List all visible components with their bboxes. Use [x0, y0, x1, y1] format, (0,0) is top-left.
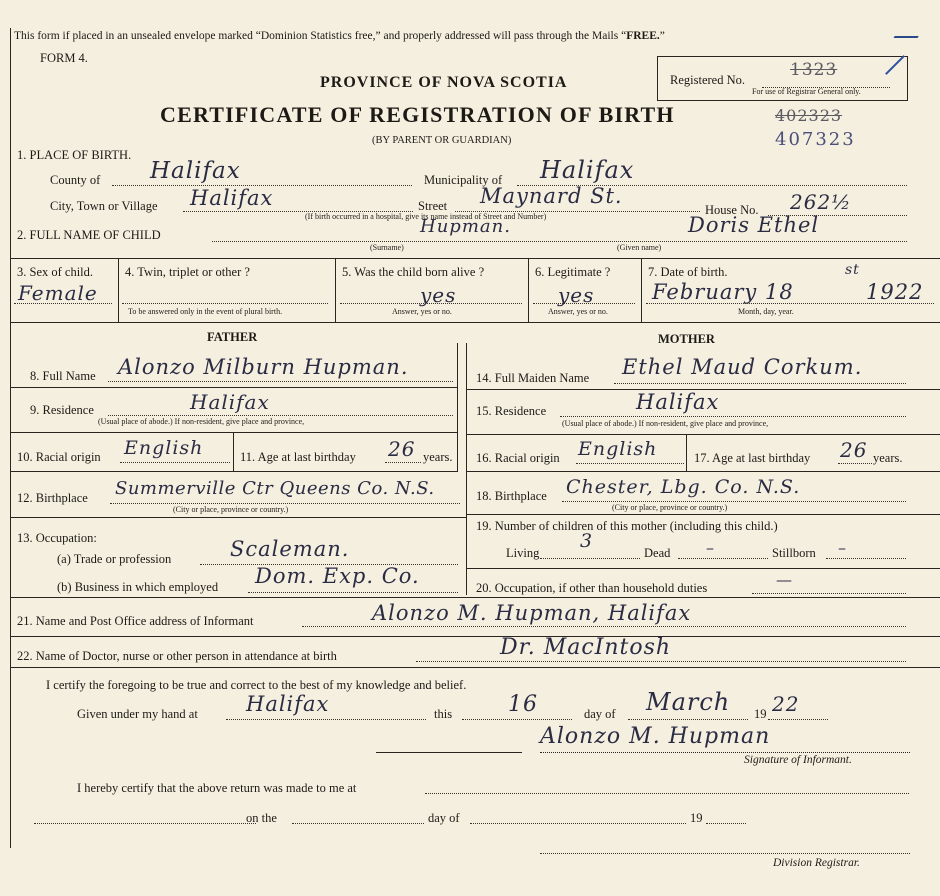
street-label: Street	[418, 199, 448, 213]
mother-dead-line	[678, 558, 768, 559]
father-age-label: 11. Age at last birthday	[240, 450, 356, 464]
registrar-day-line	[292, 823, 424, 824]
informant-top-rule	[10, 597, 940, 598]
mother-age-value: 26	[840, 438, 868, 462]
informant-rule	[10, 636, 940, 637]
informant-signature: Alonzo M. Hupman	[540, 724, 771, 749]
mother-years: years.	[873, 451, 903, 465]
registrar-statement: I hereby certify that the above return was made to me at	[77, 781, 357, 795]
alive-value: yes	[420, 283, 457, 307]
mother-heading: MOTHER	[658, 332, 715, 346]
registrar-year19: 19	[690, 811, 703, 825]
left-border	[10, 28, 11, 848]
parents-divider	[466, 343, 467, 595]
mother-rule-5	[466, 568, 940, 569]
father-trade-label: (a) Trade or profession	[57, 552, 172, 566]
mother-name-value: Ethel Maud Corkum.	[622, 355, 863, 379]
mail-notice-suffix: ”	[659, 30, 665, 42]
registrar-day-of: day of	[428, 811, 460, 825]
sex-label: 3. Sex of child.	[17, 265, 94, 279]
father-business-label: (b) Business in which employed	[57, 580, 219, 594]
city-label: City, Town or Village	[50, 199, 158, 213]
father-name-value: Alonzo Milburn Hupman.	[118, 355, 409, 379]
sex-value: Female	[18, 281, 98, 305]
father-rule-3	[10, 471, 458, 472]
child-given-value: Doris Ethel	[688, 213, 820, 237]
mother-name-line	[614, 383, 906, 384]
mother-rule-4	[466, 514, 940, 515]
signature-caption: Signature of Informant.	[744, 754, 852, 766]
doctor-rule	[10, 667, 940, 668]
certify-statement: I certify the foregoing to be true and correct to the best of my knowledge and belief.	[46, 678, 467, 692]
corner-checkmark	[894, 26, 925, 38]
day-of-label: day of	[584, 707, 616, 721]
mother-stillborn-value: –	[838, 538, 847, 557]
year-line	[768, 719, 828, 720]
father-birthplace-line	[110, 503, 460, 504]
mother-racial-label: 16. Racial origin	[476, 451, 560, 465]
father-residence-value: Halifax	[190, 390, 270, 414]
county-value: Halifax	[150, 158, 241, 184]
mother-living-line	[540, 558, 640, 559]
father-occupation-label: 13. Occupation:	[17, 531, 97, 545]
province-heading: PROVINCE OF NOVA SCOTIA	[320, 74, 568, 91]
doctor-value: Dr. MacIntosh	[500, 635, 672, 660]
mother-age-line	[838, 463, 872, 464]
date-year: 1922	[866, 280, 924, 304]
father-racial-label: 10. Racial origin	[17, 450, 101, 464]
alive-note: Answer, yes or no.	[392, 307, 452, 316]
father-age-value: 26	[388, 437, 416, 461]
house-label: House No.	[705, 203, 759, 217]
signature-line-right	[540, 752, 910, 753]
child-name-line	[212, 241, 907, 242]
given-caption: (Given name)	[617, 243, 662, 252]
date-note: Month, day, year.	[738, 307, 794, 316]
father-racial-value: English	[124, 437, 204, 459]
father-age-divider	[233, 432, 234, 471]
given-label: Given under my hand at	[77, 707, 198, 721]
mail-notice-text: This form if placed in an unsealed envelope marked “Dominion Statistics free,” and properly addressed will pass through the Mails “	[14, 30, 627, 42]
mother-stillborn-label: Stillborn	[772, 546, 816, 560]
father-age-line	[385, 462, 421, 463]
date-label: 7. Date of birth.	[648, 265, 728, 279]
father-birthplace-note: (City or place, province or country.)	[173, 505, 289, 514]
legit-label: 6. Legitimate ?	[535, 265, 611, 279]
registered-label: Registered No.	[670, 73, 745, 87]
legit-note: Answer, yes or no.	[548, 307, 608, 316]
details-bottom-rule	[10, 322, 940, 323]
details-divider-1	[118, 258, 119, 322]
city-value: Halifax	[190, 186, 274, 210]
signature-line	[376, 752, 522, 753]
father-residence-label: 9. Residence	[30, 403, 94, 417]
hospital-note: (If birth occurred in a hospital, give its name instead of Street and Number)	[305, 212, 547, 221]
father-rule-2	[10, 432, 458, 433]
mother-racial-line	[576, 463, 684, 464]
registrar-on-the: on the	[246, 811, 277, 825]
day-value: 16	[508, 692, 538, 717]
mother-birthplace-note: (City or place, province or country.)	[612, 503, 728, 512]
alive-label: 5. Was the child born alive ?	[342, 265, 485, 279]
month-line	[628, 719, 748, 720]
father-name-line	[108, 381, 453, 382]
mail-notice-free: FREE.	[626, 30, 660, 42]
mother-rule-2	[466, 434, 940, 435]
father-right-border	[457, 343, 458, 471]
form-number: FORM 4.	[40, 51, 88, 65]
registrar-date-line-left	[34, 823, 256, 824]
this-label: this	[434, 707, 453, 721]
certificate-subtitle: (BY PARENT OR GUARDIAN)	[372, 135, 512, 146]
date-line	[646, 303, 934, 304]
father-business-line	[248, 592, 458, 593]
father-heading: FATHER	[207, 330, 258, 344]
legit-value: yes	[558, 283, 595, 307]
informant-label: 21. Name and Post Office address of Informant	[17, 614, 254, 628]
registrar-signature-line	[540, 853, 910, 854]
date-value: February 18	[652, 280, 794, 304]
details-divider-4	[641, 258, 642, 322]
father-birthplace-label: 12. Birthplace	[17, 491, 88, 505]
mail-notice	[14, 31, 665, 43]
date-suffix: st	[845, 262, 860, 278]
details-top-rule	[10, 258, 940, 259]
mother-stillborn-line	[826, 558, 906, 559]
mother-rule-3	[466, 471, 940, 472]
given-line	[226, 719, 426, 720]
mother-occupation-label: 20. Occupation, if other than household duties	[476, 581, 708, 595]
details-divider-3	[528, 258, 529, 322]
mother-residence-label: 15. Residence	[476, 404, 547, 418]
mother-dead-value: –	[706, 538, 715, 557]
number-struck: 402323	[775, 106, 843, 125]
number-stamped: 407323	[775, 129, 856, 150]
father-residence-note: (Usual place of abode.) If non-resident, give place and province,	[98, 417, 305, 426]
registrar-general-note: For use of Registrar General only.	[752, 87, 861, 96]
mother-residence-note: (Usual place of abode.) If non-resident, give place and province,	[562, 419, 769, 428]
mother-occupation-value: —	[776, 570, 793, 589]
doctor-line	[416, 661, 906, 662]
sex-line	[14, 303, 112, 304]
mother-living-value: 3	[580, 530, 594, 552]
informant-value: Alonzo M. Hupman, Halifax	[372, 601, 692, 625]
registered-number: 1323	[790, 60, 838, 80]
registrar-caption: Division Registrar.	[773, 857, 860, 869]
house-value: 262½	[790, 190, 852, 214]
father-racial-line	[120, 462, 230, 463]
mother-dead-label: Dead	[644, 546, 671, 560]
father-business-value: Dom. Exp. Co.	[255, 564, 420, 588]
registrar-place-line	[425, 793, 909, 794]
mother-birthplace-label: 18. Birthplace	[476, 489, 547, 503]
registrar-year-line	[706, 823, 746, 824]
mother-name-label: 14. Full Maiden Name	[476, 371, 590, 385]
year-value: 22	[772, 692, 800, 716]
place-of-birth-label: 1. PLACE OF BIRTH.	[17, 148, 132, 162]
mother-residence-value: Halifax	[636, 390, 720, 414]
mother-birthplace-value: Chester, Lbg. Co. N.S.	[566, 476, 801, 498]
mother-racial-value: English	[578, 438, 658, 460]
mother-children-label: 19. Number of children of this mother (including this child.)	[476, 519, 778, 533]
registrar-month-line	[470, 823, 686, 824]
twin-label: 4. Twin, triplet or other ?	[125, 265, 250, 279]
mother-living-label: Living	[506, 546, 540, 560]
details-divider-2	[335, 258, 336, 322]
mother-residence-line	[560, 416, 906, 417]
mother-occupation-line	[752, 593, 906, 594]
father-rule-4	[10, 517, 466, 518]
father-birthplace-value: Summerville Ctr Queens Co. N.S.	[115, 478, 435, 499]
given-value: Halifax	[246, 692, 330, 716]
twin-note: To be answered only in the event of plural birth.	[128, 307, 283, 316]
doctor-label: 22. Name of Doctor, nurse or other person in attendance at birth	[17, 649, 337, 663]
month-value: March	[646, 688, 731, 716]
alive-line	[340, 303, 522, 304]
mother-age-divider	[686, 434, 687, 471]
informant-line	[302, 626, 906, 627]
county-label: County of	[50, 173, 101, 187]
child-name-label: 2. FULL NAME OF CHILD	[17, 228, 161, 242]
legit-line	[533, 303, 635, 304]
certificate-title: CERTIFICATE OF REGISTRATION OF BIRTH	[160, 102, 675, 127]
father-trade-value: Scaleman.	[230, 537, 350, 561]
year-prefix: 19	[754, 707, 767, 721]
father-rule-1	[10, 387, 458, 388]
municipality-label: Municipality of	[424, 173, 503, 187]
mother-birthplace-line	[562, 501, 906, 502]
mother-age-label: 17. Age at last birthday	[694, 451, 811, 465]
father-name-label: 8. Full Name	[30, 369, 96, 383]
twin-line	[122, 303, 328, 304]
father-years: years.	[423, 450, 453, 464]
child-surname-value: Hupman.	[420, 216, 511, 237]
day-line	[462, 719, 572, 720]
street-value: Maynard St.	[480, 184, 623, 208]
municipality-value: Halifax	[540, 156, 635, 184]
surname-caption: (Surname)	[370, 243, 404, 252]
father-residence-line	[108, 415, 453, 416]
